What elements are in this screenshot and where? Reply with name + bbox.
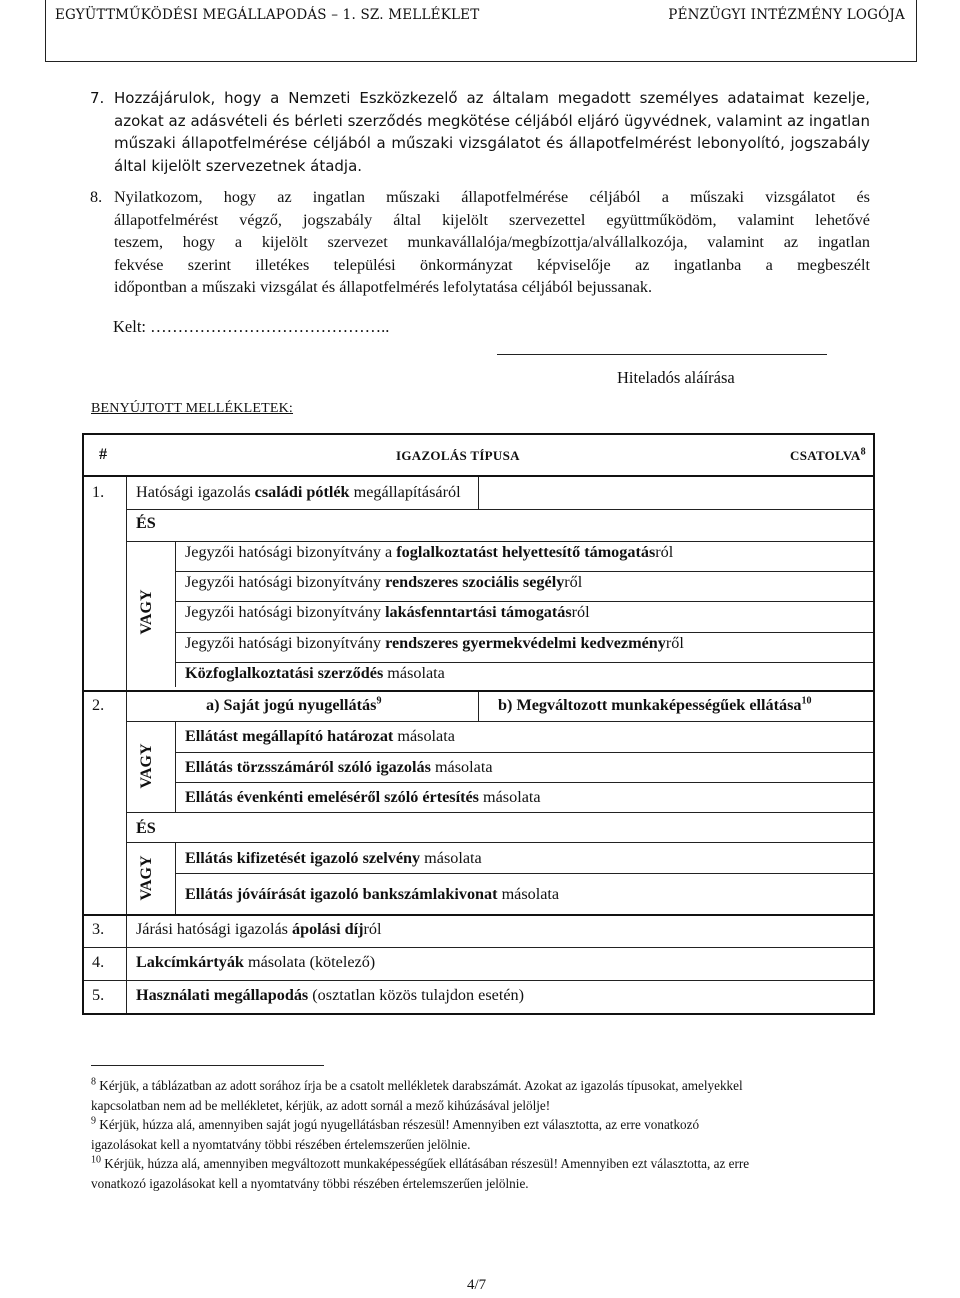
page-number: 4/7 [467,1277,487,1293]
paragraph-7 [90,87,870,177]
row-1-item [185,543,673,562]
row-5-title [136,986,524,1005]
row-2-item-text: másolata [478,788,541,806]
row-5-number: 5. [92,986,105,1004]
footnote-separator [91,1065,324,1066]
row-1-item [185,573,582,592]
row-2-item [185,727,455,746]
paragraph-7-line: által kijelölt szervezetnek átadja. [114,156,363,175]
header-title: EGYÜTTMŰKÖDÉSI MEGÁLLAPODÁS – 1. SZ. MELLÉKLET [55,7,480,23]
row-3-title-bold: ápolási díj [291,920,364,938]
row-1-es: ÉS [136,514,156,532]
row-3-title-text: Járási hatósági igazolás [136,920,292,938]
row-1-title [136,483,461,502]
row-2-es: ÉS [136,819,156,837]
paragraph-8 [90,186,870,299]
row-2-vagy-1: VAGY [138,743,155,789]
footnote-mark: 9 [91,1115,96,1127]
row-1-vagy: VAGY [138,589,155,635]
paragraph-8-line: Nyilatkozom, hogy az ingatlan műszaki állapotfelmérése céljából a műszaki vizsgálatot és [114,188,870,206]
row-1-item-text: Jegyzői hatósági bizonyítvány [185,603,386,621]
paragraph-7-line: Hozzájárulok, hogy a Nemzeti Eszközkezelő az általam megadott személyes adataimat kezelje, [114,89,870,107]
paragraph-7-number: 7. [90,89,105,107]
row-2-item-bold: Ellátást megállapító határozat [185,727,394,745]
row-2-item-bold: Ellátás kifizetését igazoló szelvény [185,849,421,867]
paragraph-8-line: időpontban a műszaki vizsgálat és állapotfelmérés lefolytatása céljából bejussanak. [114,278,653,297]
date-field[interactable]: Kelt: …………………………………….. [113,317,390,336]
row-4-number: 4. [92,953,105,971]
row-2-item [185,849,482,868]
footnote-text: igazolásokat kell a nyomtatvány többi részében értelemszerűen jelölnie. [91,1136,471,1152]
row-2-item-bold: Ellátás jóváírását igazoló bankszámlakivonat [185,885,498,903]
row-1-item [185,664,445,683]
col-header-number: # [99,445,108,463]
row-4-title-text: másolata (kötelező) [243,953,376,971]
row-5-title-text: (osztatlan közös tulajdon esetén) [308,986,524,1004]
row-1-item-bold: rendszeres szociális segély [385,573,565,591]
footnote-10 [91,1154,881,1193]
attachments-title: BENYÚJTOTT MELLÉKLETEK: [91,401,294,416]
row-3-title-text: ról [363,920,382,938]
signature-line[interactable] [497,354,827,355]
row-1-item [185,603,590,622]
row-2-number: 2. [92,696,105,714]
row-2-option-b-label: b) Megváltozott munkaképességűek ellátása [498,696,802,714]
row-2-item [185,885,559,904]
footnote-text: kapcsolatban nem ad be mellékletet, kérjük, az adott sornál a mező kihúzásával jelölje! [91,1097,551,1113]
footnote-9 [91,1115,881,1154]
footnote-ref: 8 [860,446,866,458]
footnote-ref: 10 [801,695,812,707]
footnote-mark: 10 [91,1154,101,1166]
footnote-8 [91,1076,881,1115]
row-1-item-text: ról [571,603,590,621]
col-header-attached-label: CSATOLVA [790,448,861,463]
row-2-item-text: másolata [393,727,455,745]
row-2-vagy-2: VAGY [138,855,155,901]
row-1-item [185,634,684,653]
paragraph-8-number: 8. [90,188,103,206]
paragraph-8-line: teszem, hogy a kijelölt szervezet munkavállalója/megbízottja/alvállalkozója, valamint az ingatlan [114,233,870,252]
row-2-item [185,758,493,777]
row-2-item [185,788,541,807]
row-1-item-bold: Közfoglalkoztatási szerződés [185,664,384,682]
row-1-title-bold: családi pótlék [254,483,350,501]
row-2-option-b[interactable] [498,696,812,715]
signature-label: Hiteladós aláírása [617,368,735,387]
row-1-number: 1. [92,483,105,501]
attachments-table [82,433,875,1015]
footnote-text: vonatkozó igazolásokat kell a nyomtatvány többi részében értelemszerűen jelölnie. [91,1175,529,1191]
header-logo-placeholder: PÉNZÜGYI INTÉZMÉNY LOGÓJA [668,7,905,23]
row-1-title-text: Hatósági igazolás [136,483,255,501]
row-1-item-bold: foglalkoztatást helyettesítő támogatás [396,543,656,561]
row-4-title-bold: Lakcímkártyák [136,953,244,971]
row-2-option-a[interactable] [206,696,381,715]
row-2-item-bold: Ellátás törzsszámáról szóló igazolás [185,758,431,776]
footnote-text: Kérjük, húzza alá, amennyiben megváltozott munkaképességűek ellátásában részesül! Amennyiben ezt választotta, az erre [104,1156,750,1171]
row-4-title [136,953,375,972]
row-1-item-text: Jegyzői hatósági bizonyítvány [185,573,386,591]
paragraph-7-line: azokat az adásvételi és bérleti szerződés megkötése céljából eljáró ügyvédnek, valamint az ingatlan [114,111,870,130]
col-header-attached [790,448,866,464]
row-5-title-bold: Használati megállapodás [136,986,309,1004]
row-2-option-a-label: a) Saját jogú nyugellátás [206,696,377,714]
row-2-item-bold: Ellátás évenkénti emeléséről szóló értesítés [185,788,479,806]
footnote-ref: 9 [376,695,382,707]
paragraph-7-line: műszaki állapotfelmérése céljából a műszaki vizsgálatot és állapotfelmérést lebonyolító, jogszabály [114,134,870,153]
row-2-item-text: másolata [497,885,560,903]
footnote-text: Kérjük, a táblázatban az adott sorához írja be a csatolt mellékletek darabszámát. Azokat az igazolás típusokat, amelyekkel [99,1078,743,1093]
row-1-item-text: ről [665,634,684,652]
paragraph-8-line: állapotfelmérést végző, jogszabály által kijelölt szervezettel együttműködöm, valamint lehetővé [114,210,870,229]
row-3-number: 3. [92,920,105,938]
row-1-item-bold: lakásfenntartási támogatás [385,603,572,621]
row-1-item-text: ról [655,543,674,561]
col-header-type: IGAZOLÁS TÍPUSA [396,448,520,463]
row-1-item-bold: rendszeres gyermekvédelmi kedvezmény [385,634,666,652]
row-1-title-text: megállapításáról [349,483,461,501]
row-3-title [136,920,382,939]
row-2-item-text: másolata [420,849,482,867]
row-1-item-text: Jegyzői hatósági bizonyítvány [185,634,386,652]
row-1-item-text: Jegyzői hatósági bizonyítvány a [185,543,397,561]
row-1-item-text: ről [564,573,583,591]
paragraph-8-line: fekvése szerint illetékes települési önkormányzat képviselője az ingatlanba a megbeszélt [114,255,870,274]
footnote-text: Kérjük, húzza alá, amennyiben saját jogú nyugellátásban részesül! Amennyiben ezt választotta, az erre vonatkozó [99,1117,700,1132]
row-1-item-text: másolata [383,664,445,682]
footnote-mark: 8 [91,1076,96,1088]
row-2-item-text: másolata [430,758,493,776]
